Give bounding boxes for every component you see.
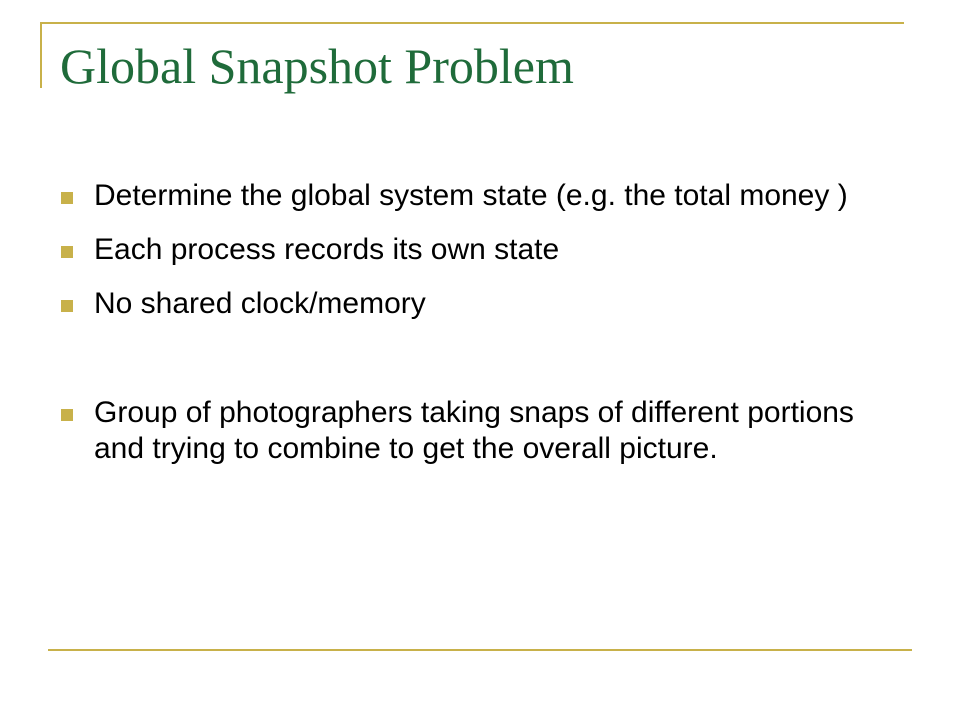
top-border-rule: [40, 22, 904, 24]
bullet-text: No shared clock/memory: [94, 287, 426, 320]
slide-title: Global Snapshot Problem: [60, 38, 574, 94]
square-bullet-icon: [61, 409, 73, 421]
bullet-item: [60, 286, 910, 322]
square-bullet-icon: [61, 192, 73, 204]
bullet-item: [60, 395, 910, 467]
bullet-item: [60, 232, 910, 268]
bullet-item: [60, 178, 910, 214]
square-bullet-icon: [61, 300, 73, 312]
bullet-text: Determine the global system state (e.g. the total money ): [94, 179, 848, 212]
left-border-rule: [40, 22, 42, 88]
bullet-list: [60, 178, 910, 467]
bottom-border-rule: [48, 649, 912, 651]
bullet-text: Each process records its own state: [94, 233, 560, 266]
bullet-text: Group of photographers taking snaps of different portions and trying to combine to get the overall picture.: [94, 396, 854, 465]
square-bullet-icon: [61, 246, 73, 258]
